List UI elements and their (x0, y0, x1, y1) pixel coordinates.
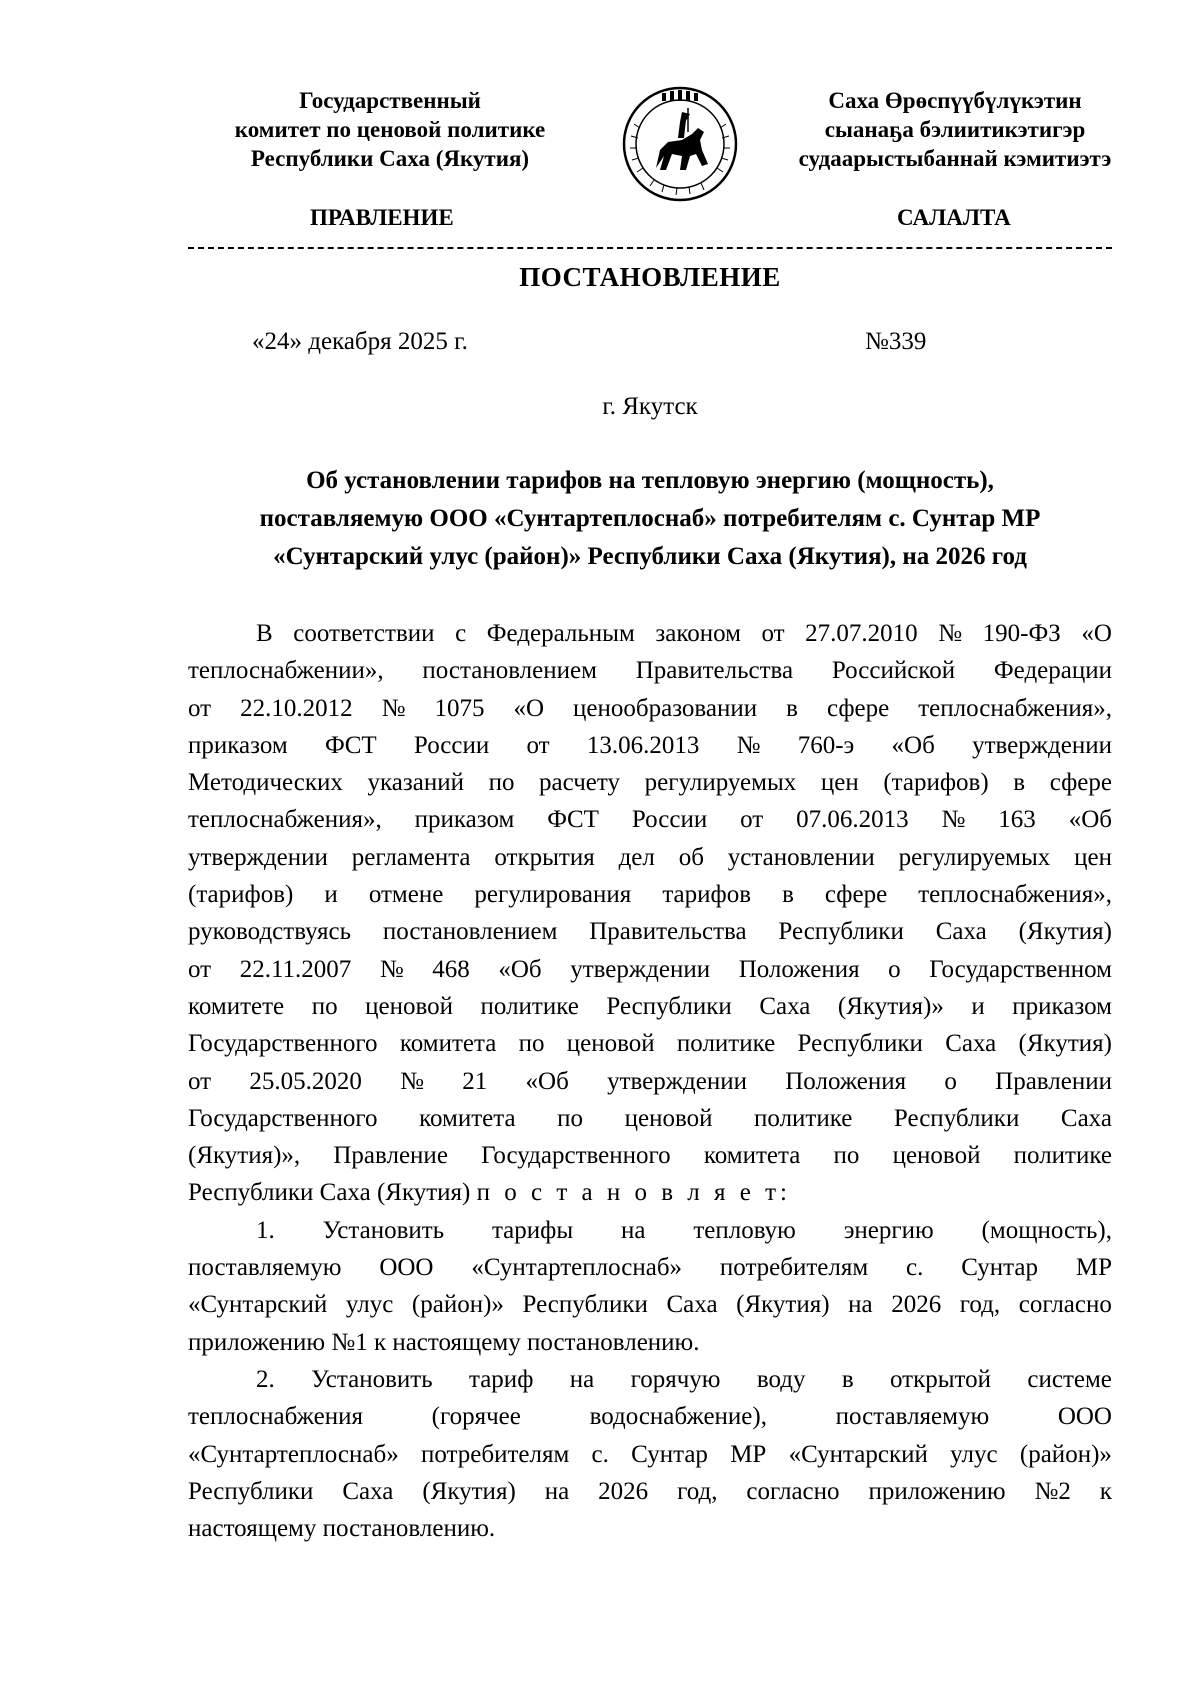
text-line (188, 801, 1112, 838)
word: приложению (868, 1477, 1006, 1505)
item-1-last-text: приложению №1 к настоящему постановлению. (188, 1328, 700, 1356)
word: 1. (256, 1216, 275, 1244)
word: № (941, 806, 966, 834)
word: (мощность), (981, 1216, 1112, 1244)
word: об (678, 843, 704, 871)
text-line (188, 951, 1112, 988)
word: сфере (824, 881, 888, 909)
word: Правительства (589, 918, 747, 946)
word: от (188, 1067, 212, 1095)
word: Республики (797, 1030, 923, 1058)
word: Методических (188, 769, 343, 797)
text-line (188, 764, 1112, 801)
word: Саха (935, 918, 987, 946)
org-line: сыанаҕа бэлиитикэтигэр (824, 117, 1086, 142)
word: по (557, 1104, 584, 1132)
preamble-paragraph (188, 615, 1112, 1174)
word: ООО (379, 1254, 434, 1282)
word: политике (480, 992, 579, 1020)
word: Саха (342, 1477, 394, 1505)
org-line: судаарыстыбаннай кэмитиэтэ (798, 146, 1112, 171)
word: по (518, 1030, 545, 1058)
word: согласно (1018, 1291, 1112, 1319)
org-line: Республики Саха (Якутия) (250, 146, 530, 171)
word: «О (1081, 620, 1112, 647)
word: Установить (311, 1365, 433, 1393)
word: № (400, 1067, 424, 1095)
word: комитета (419, 1104, 516, 1132)
word: Республики (522, 1291, 648, 1319)
word: потребителям (719, 1254, 869, 1282)
word: Положения (738, 955, 860, 983)
word: Установить (322, 1216, 445, 1244)
word: утверждении (607, 1067, 747, 1095)
board-label-russian: ПРАВЛЕНИЕ (310, 205, 454, 230)
word: ценообразовании (573, 694, 758, 722)
word: «Об (1068, 806, 1112, 834)
word: МР (1075, 1254, 1112, 1282)
word: регулируемых (644, 769, 797, 797)
word: № (736, 731, 761, 759)
word: руководствуясь (188, 918, 352, 946)
text-line (188, 1398, 1112, 1435)
word: Правлении (995, 1067, 1112, 1095)
word: от (526, 731, 550, 759)
preamble-last-text: Республики Саха (Якутия) (188, 1179, 471, 1207)
word: воду (756, 1365, 806, 1393)
word: политике (754, 1104, 853, 1132)
word: ценовой (365, 992, 453, 1020)
word: Государственного (481, 1142, 671, 1170)
word: Государственного (188, 1104, 378, 1132)
word: приказом (414, 806, 515, 834)
text-line (188, 1063, 1112, 1100)
word: Республики (893, 1104, 1020, 1132)
text-line (188, 1436, 1112, 1473)
word: 1075 (434, 694, 485, 722)
word: Федеральным (486, 620, 635, 647)
board-label-sakha: САЛАЛТА (897, 205, 1011, 230)
text-line (188, 839, 1112, 876)
word: 2026 (598, 1477, 649, 1505)
word: сфере (1049, 769, 1112, 797)
word: Республики (606, 992, 732, 1020)
word: № (381, 694, 406, 722)
word: регулируемых (898, 843, 1051, 871)
word: комитета (703, 1142, 801, 1170)
word: № (938, 620, 963, 647)
item-2-last-text: настоящему постановлению. (188, 1515, 496, 1543)
word: «Сунтартеплоснаб» (188, 1440, 399, 1468)
word: горячую (630, 1365, 721, 1393)
word: с. (906, 1254, 924, 1282)
word: теплоснабжения», (188, 806, 382, 834)
word: «Об (525, 1067, 569, 1095)
word: Государственном (929, 955, 1112, 983)
word: 22.11.2007 (239, 955, 352, 983)
word: на (621, 1216, 646, 1244)
word: о (944, 1067, 957, 1095)
word: отмене (368, 881, 444, 909)
word: 27.07.2010 (805, 620, 918, 647)
org-name-russian (195, 86, 585, 173)
word: утверждении (570, 955, 711, 983)
text-line (188, 1286, 1112, 1323)
word: по (833, 1142, 860, 1170)
word: дел (618, 843, 655, 871)
word: регламента (351, 843, 471, 871)
org-name-sakha (770, 86, 1140, 173)
word: ООО (1057, 1403, 1112, 1431)
item-2-paragraph (188, 1361, 1112, 1510)
word: ценовой (566, 1030, 655, 1058)
word: открытия (494, 843, 595, 871)
word: 468 (432, 955, 470, 983)
word: 760-э (797, 731, 855, 759)
text-line (188, 615, 1112, 652)
word: (район)» (411, 1291, 504, 1319)
word: Правительства (635, 657, 794, 685)
document-body (188, 615, 1112, 1547)
word: соответствии (293, 620, 435, 647)
word: на (569, 1365, 595, 1393)
word: Сунтар (961, 1254, 1038, 1282)
word: (Якутия) (736, 1291, 830, 1319)
word: «Сунтартеплоснаб» (471, 1254, 683, 1282)
word: Правление (333, 1142, 448, 1170)
word: от (761, 620, 785, 647)
text-line (188, 876, 1112, 913)
subject-line: поставляемую ООО «Сунтартеплоснаб» потребителям с. Сунтар МР (259, 505, 1041, 532)
word: утверждении (972, 731, 1112, 759)
word: по (311, 992, 338, 1020)
word: МР (730, 1440, 767, 1468)
word: «Об (498, 955, 542, 983)
decree-word: п о с т а н о в л я е т: (476, 1179, 791, 1207)
item-1-last-line (188, 1324, 1112, 1361)
word: постановлением (382, 918, 558, 946)
document-date: «24» декабря 2025 г. (252, 328, 468, 355)
word: поставляемую (188, 1254, 342, 1282)
word: России (413, 731, 490, 759)
word: расчету (539, 769, 621, 797)
word: водоснабжение), (589, 1403, 767, 1431)
word: поставляемую (835, 1403, 990, 1431)
org-line: Саха Өрөспүүбүлүкэтин (828, 88, 1082, 113)
word: 2026 (891, 1291, 942, 1319)
word: указаний (367, 769, 464, 797)
org-line: комитет по ценовой политике (234, 117, 546, 142)
word: В (256, 620, 273, 647)
subject-line: «Сунтарский улус (район)» Республики Саха (Якутия), на 2026 год (273, 543, 1027, 570)
word: тарифов (662, 881, 752, 909)
word: законом (655, 620, 741, 647)
word: комитете (188, 992, 285, 1020)
document-type-title: ПОСТАНОВЛЕНИЕ (519, 262, 781, 292)
word: (тарифов) (188, 881, 294, 909)
text-line (188, 1212, 1112, 1249)
word: Саха (759, 992, 811, 1020)
word: Государственного (188, 1030, 378, 1058)
word: (горячее (431, 1403, 521, 1431)
text-line (188, 1137, 1112, 1174)
text-line (188, 1100, 1112, 1137)
word: (Якутия) (1018, 1030, 1112, 1058)
word: Саха (666, 1291, 718, 1319)
word: тариф (468, 1365, 534, 1393)
word: от (740, 806, 764, 834)
item-2-last-line (188, 1510, 1112, 1547)
word: согласно (746, 1477, 840, 1505)
word: теплоснабжения», (918, 694, 1112, 722)
document-number: №339 (865, 328, 927, 355)
word: (тарифов) (883, 769, 989, 797)
word: с (455, 620, 467, 647)
word: 07.06.2013 (796, 806, 909, 834)
word: утверждении (188, 843, 328, 871)
word: ценовой (624, 1104, 713, 1132)
word: ценовой (892, 1142, 981, 1170)
word: комитета (399, 1030, 497, 1058)
word: в (841, 1365, 854, 1393)
word: теплоснабжения», (918, 881, 1112, 909)
header-divider (188, 247, 1112, 249)
text-line (188, 1249, 1112, 1286)
word: год, (677, 1477, 718, 1505)
word: «О (513, 694, 545, 722)
word: улус (950, 1440, 998, 1468)
word: ФСТ (547, 806, 599, 834)
text-line (188, 913, 1112, 950)
preamble-last-line (188, 1174, 1112, 1211)
word: «Сунтарский (788, 1440, 928, 1468)
document-subject (188, 462, 1112, 576)
word: № (379, 955, 404, 983)
word: энергию (843, 1216, 934, 1244)
word: о (888, 955, 901, 983)
word: улус (345, 1291, 394, 1319)
text-line (188, 988, 1112, 1025)
word: по (488, 769, 515, 797)
word: «Сунтарский (188, 1291, 328, 1319)
text-line (188, 1361, 1112, 1398)
word: и (971, 992, 985, 1020)
text-line (188, 690, 1112, 727)
text-line (188, 652, 1112, 689)
word: Федерации (993, 657, 1112, 685)
word: Российской (831, 657, 956, 685)
word: и (324, 881, 338, 909)
word: (Якутия) (1018, 918, 1112, 946)
word: сфере (826, 694, 890, 722)
word: приказом (1012, 992, 1112, 1020)
word: цен (820, 769, 859, 797)
word: 190-ФЗ (982, 620, 1061, 647)
text-line (188, 1473, 1112, 1510)
word: политике (676, 1030, 776, 1058)
word: (Якутия)» (837, 992, 944, 1020)
org-line: Государственный (299, 88, 481, 113)
word: Саха (1060, 1104, 1112, 1132)
text-line (188, 1025, 1112, 1062)
word: год, (959, 1291, 1001, 1319)
word: политике (1013, 1142, 1112, 1170)
word: 22.10.2012 (240, 694, 353, 722)
word: 21 (462, 1067, 488, 1095)
word: от (188, 694, 212, 722)
word: 25.05.2020 (249, 1067, 362, 1095)
word: с. (591, 1440, 609, 1468)
word: ФСТ (324, 731, 377, 759)
coat-of-arms-icon (620, 84, 740, 204)
word: (Якутия) (422, 1477, 516, 1505)
word: №2 (1034, 1477, 1071, 1505)
word: от (188, 955, 212, 983)
word: потребителям (420, 1440, 570, 1468)
text-line (188, 727, 1112, 764)
word: регулирования (474, 881, 632, 909)
word: (район)» (1019, 1440, 1112, 1468)
item-1-paragraph (188, 1212, 1112, 1324)
word: тепловую (693, 1216, 796, 1244)
word: установлении (727, 843, 875, 871)
word: теплоснабжении», (188, 657, 384, 685)
word: (Якутия)», (188, 1142, 301, 1170)
word: теплоснабжения (188, 1403, 363, 1431)
word: Саха (945, 1030, 997, 1058)
word: Сунтар (631, 1440, 708, 1468)
word: на (848, 1291, 873, 1319)
word: к (1099, 1477, 1112, 1505)
word: в (1013, 769, 1026, 797)
word: в (786, 694, 798, 722)
word: 13.06.2013 (586, 731, 700, 759)
word: 163 (998, 806, 1036, 834)
word: России (631, 806, 708, 834)
word: на (544, 1477, 570, 1505)
word: Положения (785, 1067, 907, 1095)
word: Республики (188, 1477, 314, 1505)
word: постановлением (422, 657, 597, 685)
word: системе (1027, 1365, 1112, 1393)
word: Республики (778, 918, 904, 946)
subject-line: Об установлении тарифов на тепловую энергию (мощность), (306, 467, 994, 494)
document-city: г. Якутск (602, 393, 698, 420)
word: открытой (890, 1365, 992, 1393)
word: приказом (188, 731, 288, 759)
word: «Об (891, 731, 935, 759)
word: цен (1074, 843, 1112, 871)
word: в (782, 881, 794, 909)
word: 2. (256, 1365, 275, 1393)
word: тарифы (491, 1216, 574, 1244)
